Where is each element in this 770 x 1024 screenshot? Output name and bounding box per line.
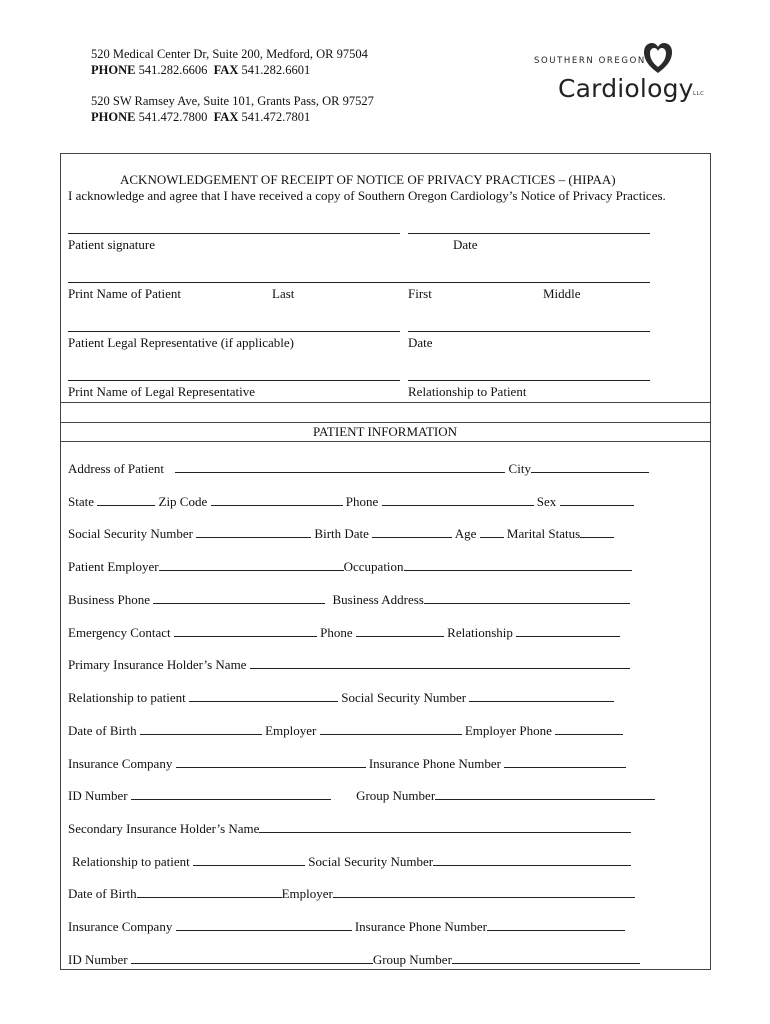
patient-signature-label: Patient signature (68, 237, 156, 252)
patient-signature-line[interactable] (68, 233, 400, 234)
divider (60, 441, 710, 442)
hipaa-statement: I acknowledge and agree that I have received a copy of Southern Oregon Cardiology’s Notice of Privacy Practices. (68, 188, 666, 203)
logo (528, 40, 718, 110)
patient-name-line[interactable] (68, 282, 650, 283)
primary-rel-row: Relationship to patient Social Security Number (68, 690, 614, 706)
divider (60, 402, 710, 403)
primary-employer-phone-field[interactable] (555, 723, 623, 735)
secondary-ssn-field[interactable] (433, 854, 631, 866)
legal-rep-line[interactable] (68, 331, 400, 332)
secondary-rel-field[interactable] (193, 854, 305, 866)
office-medford (91, 46, 368, 78)
phone-field[interactable] (382, 494, 534, 506)
primary-holder-row: Primary Insurance Holder’s Name (68, 657, 630, 673)
signature-date-label: Date (453, 237, 478, 252)
office-grants-pass-address: 520 SW Ramsey Ave, Suite 101, Grants Pass, OR 97527 (91, 94, 374, 108)
emergency-phone-field[interactable] (356, 625, 444, 637)
address-row: Address of Patient City (68, 461, 649, 477)
marital-field[interactable] (580, 526, 614, 538)
divider (60, 422, 710, 423)
office-medford-address: 520 Medical Center Dr, Suite 200, Medford, OR 97504 (91, 47, 368, 61)
secondary-group-field[interactable] (452, 952, 640, 964)
middle-name-label: Middle (543, 286, 581, 301)
ssn-row: Social Security Number Birth Date Age Marital Status (68, 526, 614, 542)
office-medford-contact: PHONE 541.282.6606 FAX 541.282.6601 (91, 63, 311, 77)
legal-rep-date-line[interactable] (408, 331, 650, 332)
primary-dob-row: Date of Birth Employer Employer Phone (68, 723, 623, 739)
birth-date-field[interactable] (372, 526, 452, 538)
secondary-ins-phone-field[interactable] (487, 919, 625, 931)
business-row: Business Phone Business Address (68, 592, 630, 608)
emergency-row: Emergency Contact Phone Relationship (68, 625, 620, 641)
primary-ins-phone-field[interactable] (504, 756, 626, 768)
occupation-field[interactable] (404, 559, 632, 571)
secondary-ins-company-field[interactable] (176, 919, 352, 931)
primary-id-field[interactable] (131, 788, 331, 800)
employer-field[interactable] (159, 559, 344, 571)
state-row: State Zip Code Phone Sex (68, 494, 634, 510)
relationship-line[interactable] (408, 380, 650, 381)
secondary-dob-field[interactable] (137, 886, 282, 898)
secondary-holder-field[interactable] (259, 821, 631, 833)
primary-group-field[interactable] (435, 788, 655, 800)
emergency-relationship-field[interactable] (516, 625, 620, 637)
office-grants-pass-contact: PHONE 541.472.7800 FAX 541.472.7801 (91, 110, 311, 124)
primary-employer-field[interactable] (320, 723, 462, 735)
secondary-holder-row: Secondary Insurance Holder’s Name (68, 821, 631, 837)
business-phone-field[interactable] (153, 592, 325, 604)
business-address-field[interactable] (424, 592, 630, 604)
address-field[interactable] (175, 461, 505, 473)
hipaa-heading: ACKNOWLEDGEMENT OF RECEIPT OF NOTICE OF PRIVACY PRACTICES – (HIPAA) (120, 172, 616, 187)
signature-date-line[interactable] (408, 233, 650, 234)
secondary-dob-row: Date of Birth Employer (68, 886, 635, 902)
logo-line1: SOUTHERN OREGON (534, 56, 646, 66)
secondary-employer-field[interactable] (333, 886, 635, 898)
patient-info-title: PATIENT INFORMATION (312, 424, 458, 439)
sex-field[interactable] (560, 494, 634, 506)
first-name-label: First (408, 286, 432, 301)
print-name-label: Print Name of Patient (68, 286, 182, 301)
secondary-ins-row: Insurance Company Insurance Phone Number (68, 919, 625, 935)
employer-row: Patient Employer Occupation (68, 559, 632, 575)
secondary-rel-row: Relationship to patient Social Security Number (72, 854, 631, 870)
print-legal-rep-label: Print Name of Legal Representative (68, 384, 255, 399)
relationship-to-patient-label: Relationship to Patient (408, 384, 527, 399)
last-name-label: Last (272, 286, 295, 301)
zip-field[interactable] (211, 494, 343, 506)
primary-holder-field[interactable] (250, 657, 630, 669)
primary-ins-company-field[interactable] (176, 756, 366, 768)
legal-rep-date-label: Date (408, 335, 433, 350)
emergency-contact-field[interactable] (174, 625, 317, 637)
office-grants-pass (91, 93, 374, 125)
ssn-field[interactable] (196, 526, 311, 538)
primary-ssn-field[interactable] (469, 690, 614, 702)
age-field[interactable] (480, 526, 504, 538)
primary-dob-field[interactable] (140, 723, 262, 735)
primary-id-row: ID Number Group Number (68, 788, 655, 804)
logo-line2: Cardiology (558, 74, 694, 103)
state-field[interactable] (97, 494, 155, 506)
legal-rep-name-line[interactable] (68, 380, 400, 381)
secondary-id-row: ID Number Group Number (68, 952, 640, 968)
legal-rep-label: Patient Legal Representative (if applicable) (68, 335, 294, 350)
primary-rel-field[interactable] (189, 690, 338, 702)
city-field[interactable] (531, 461, 649, 473)
logo-suffix: LLC (693, 91, 705, 97)
secondary-id-field[interactable] (131, 952, 373, 964)
primary-ins-row: Insurance Company Insurance Phone Number (68, 756, 626, 772)
